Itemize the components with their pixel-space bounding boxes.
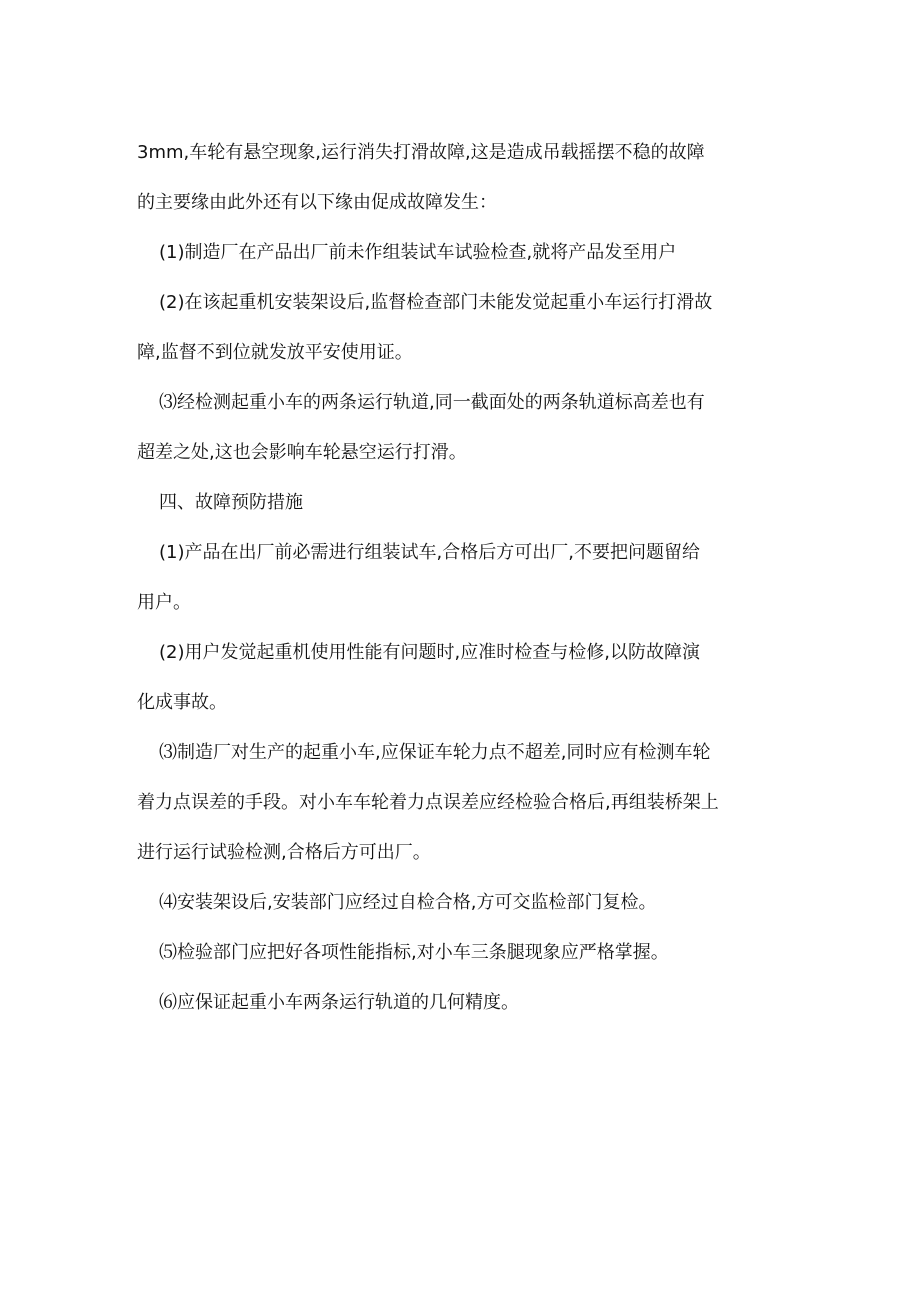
- text-line: ⑹应保证起重小车两条运行轨道的几何精度。: [159, 992, 519, 1013]
- text-line: 着力点误差的手段。对小车车轮着力点误差应经检验合格后,再组装桥架上: [137, 792, 719, 813]
- text-line: (2)用户发觉起重机使用性能有问题时,应准时检查与检修,以防故障演: [159, 642, 700, 663]
- text-line: 3mm,车轮有悬空现象,运行消失打滑故障,这是造成吊载摇摆不稳的故障: [137, 142, 705, 163]
- text-line: (1)制造厂在产品出厂前未作组装试车试验检查,就将产品发至用户: [159, 242, 677, 263]
- text-line: (1)产品在出厂前必需进行组装试车,合格后方可出厂,不要把问题留给: [159, 542, 700, 563]
- text-line: 化成事故。: [137, 692, 227, 713]
- section-heading: 四、故障预防措施: [159, 492, 303, 513]
- text-line: 用户。: [137, 592, 191, 613]
- text-line: ⑸检验部门应把好各项性能指标,对小车三条腿现象应严格掌握。: [159, 942, 669, 963]
- text-line: 障,监督不到位就发放平安使用证。: [137, 342, 413, 363]
- document-body: [137, 128, 797, 1028]
- text-line: ⑶制造厂对生产的起重小车,应保证车轮力点不超差,同时应有检测车轮: [159, 742, 711, 763]
- text-line: ⑶经检测起重小车的两条运行轨道,同一截面处的两条轨道标高差也有: [159, 392, 705, 413]
- text-line: 进行运行试验检测,合格后方可出厂。: [137, 842, 431, 863]
- text-line: 超差之处,这也会影响车轮悬空运行打滑。: [137, 442, 467, 463]
- text-line: 的主要缘由此外还有以下缘由促成故障发生：: [137, 192, 497, 213]
- text-line: ⑷安装架设后,安装部门应经过自检合格,方可交监检部门复检。: [159, 892, 657, 913]
- text-line: (2)在该起重机安装架设后,监督检查部门未能发觉起重小车运行打滑故: [159, 292, 713, 313]
